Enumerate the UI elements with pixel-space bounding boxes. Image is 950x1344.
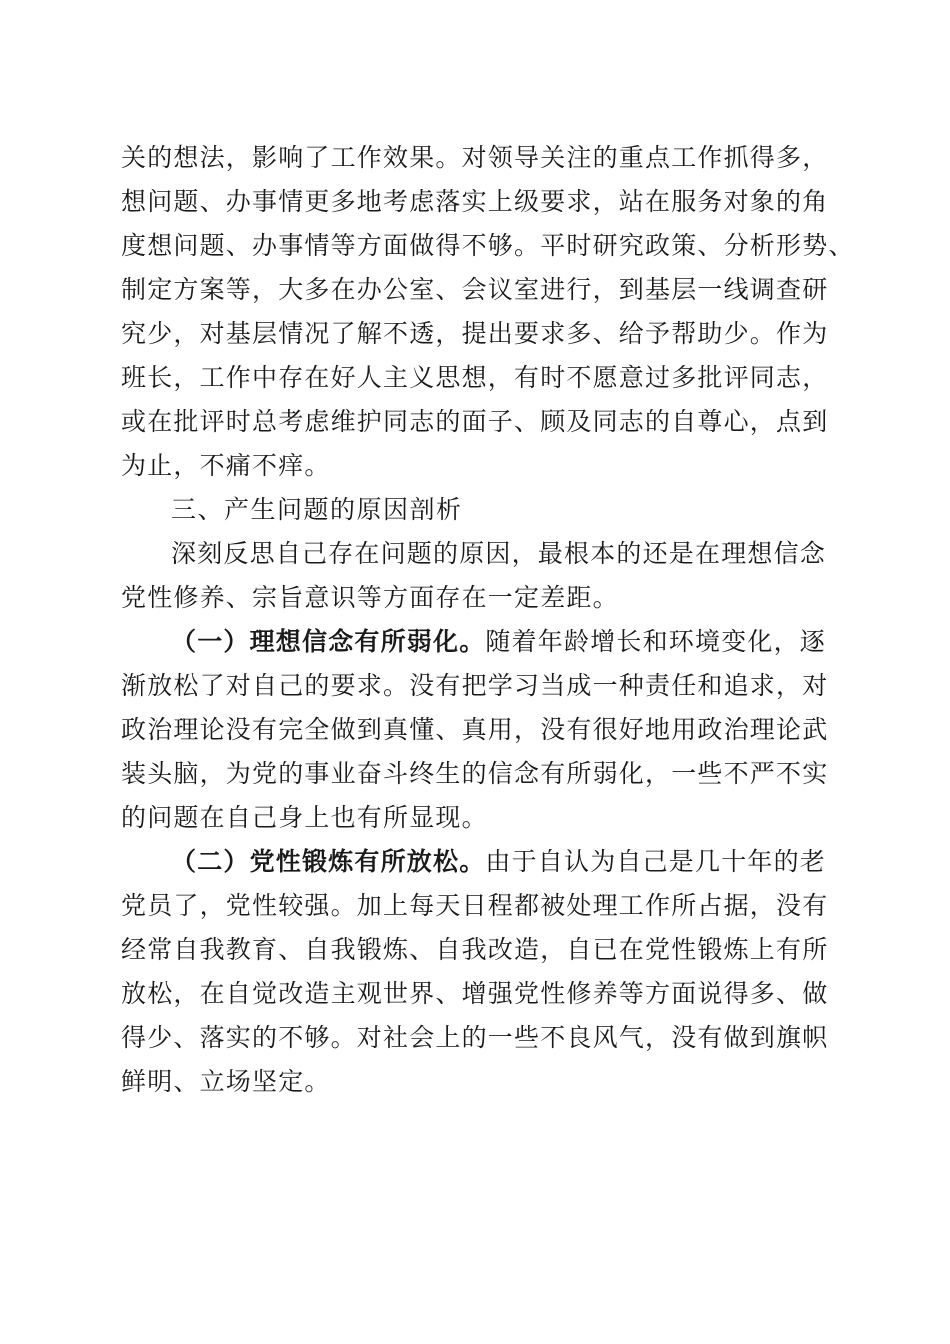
subsection-paragraph-1: [121, 620, 841, 840]
text-line: 政治理论没有完全做到真懂、真用，没有很好地用政治理论武: [121, 715, 829, 744]
subsection-title: （二）党性锻炼有所放松。: [171, 847, 486, 876]
text-line: 放松，在自觉改造主观世界、增强党性修养等方面说得多、做: [121, 979, 829, 1008]
text-line: 想问题、办事情更多地考虑落实上级要求，站在服务对象的角: [121, 187, 829, 216]
text-line: 得少、落实的不够。对社会上的一些不良风气，没有做到旗帜: [121, 1023, 829, 1052]
paragraph-continuation: [121, 136, 855, 488]
text-line: 鲜明、立场坚定。: [121, 1067, 331, 1096]
text-line: 党员了，党性较强。加上每天日程都被处理工作所占据，没有: [121, 891, 829, 920]
text-line: [121, 840, 841, 884]
subsection-paragraph-2: [121, 840, 841, 1104]
text-line: 党性修养、宗旨意识等方面存在一定差距。: [121, 583, 619, 612]
text-line: 或在批评时总考虑维护同志的面子、顾及同志的自尊心，点到: [121, 407, 829, 436]
document-body: [121, 136, 855, 1104]
subsection-title: （一）理想信念有所弱化。: [171, 627, 486, 656]
text-line: 为止，不痛不痒。: [121, 451, 331, 480]
text-line: 班长，工作中存在好人主义思想，有时不愿意过多批评同志，: [121, 363, 829, 392]
text-line: 究少，对基层情况了解不透，提出要求多、给予帮助少。作为: [121, 319, 829, 348]
text-span: 随着年龄增长和环境变化，逐: [485, 627, 827, 656]
text-span: 由于自认为自己是几十年的老: [485, 847, 827, 876]
text-line: [121, 620, 841, 664]
text-line: 深刻反思自己存在问题的原因，最根本的还是在理想信念: [171, 539, 827, 568]
text-line: 的问题在自己身上也有所显现。: [121, 803, 488, 832]
text-line: 关的想法，影响了工作效果。对领导关注的重点工作抓得多，: [121, 143, 829, 172]
text-line: 装头脑，为党的事业奋斗终生的信念有所弱化，一些不严不实: [121, 759, 829, 788]
text-line: 制定方案等，大多在办公室、会议室进行，到基层一线调查研: [121, 275, 829, 304]
section-heading: 三、产生问题的原因剖析: [171, 495, 463, 524]
text-line: 经常自我教育、自我锻炼、自我改造，自已在党性锻炼上有所: [121, 935, 829, 964]
text-line: 渐放松了对自己的要求。没有把学习当成一种责任和追求，对: [121, 671, 829, 700]
text-line: 度想问题、办事情等方面做得不够。平时研究政策、分析形势、: [121, 231, 855, 260]
section-intro-paragraph: [121, 532, 841, 620]
